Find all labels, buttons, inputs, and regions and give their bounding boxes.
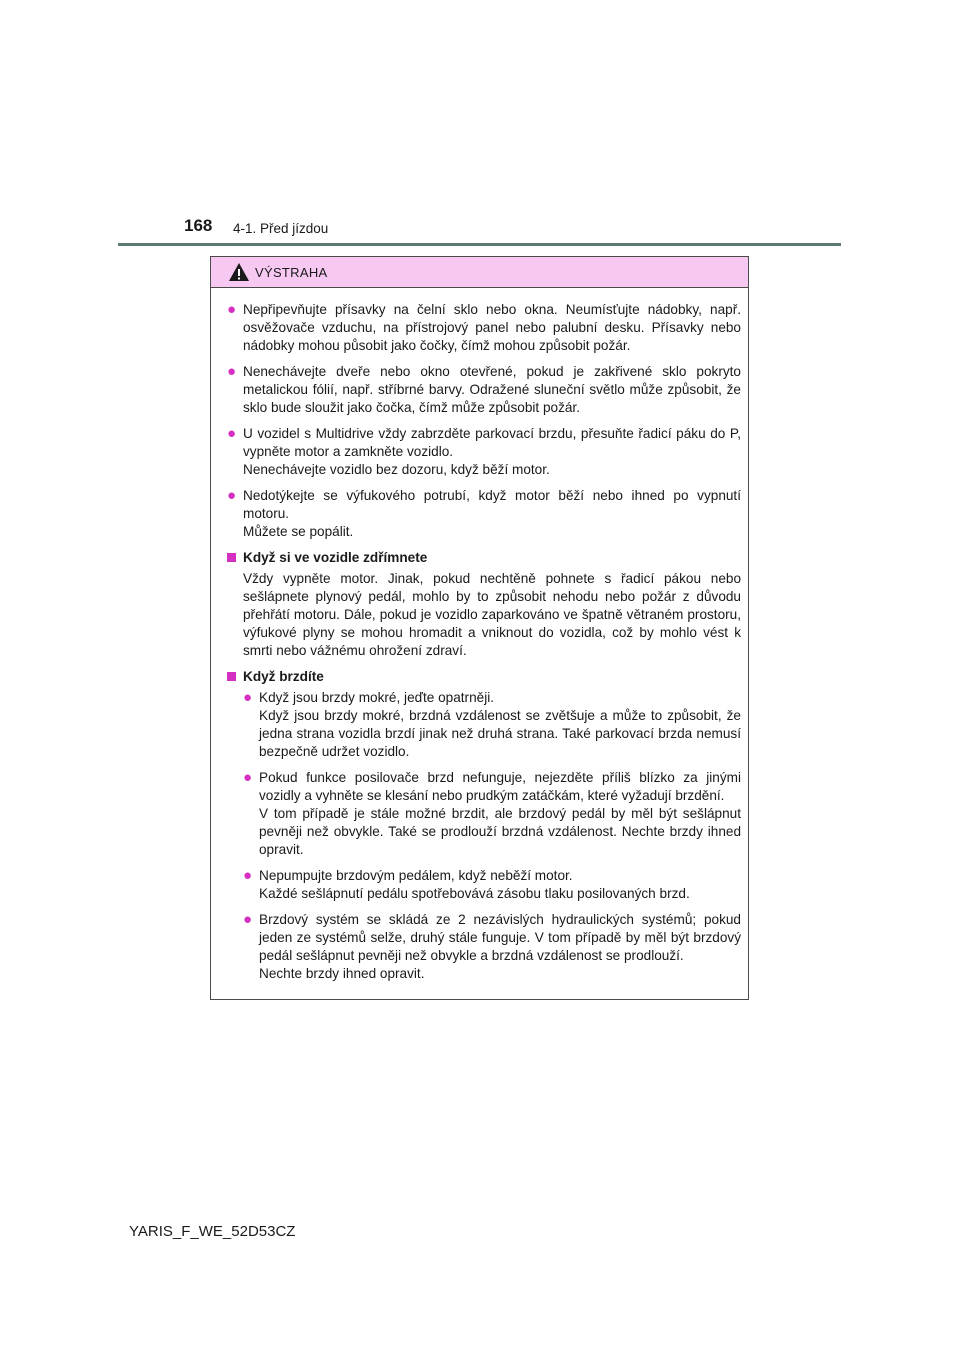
page-number: 168 [184, 216, 213, 235]
warning-title: VÝSTRAHA [255, 264, 328, 280]
bullet-text: Brzdový systém se skládá ze 2 nezávislých hydraulických systémů; pokud jeden ze systémů selže, druhý stále funguje. V tom případě by měl být brzdový pedál sešlápnut pevněji než obvykle a brzdná vzdálenost se prodlouží. [259, 912, 741, 963]
section-title: 4-1. Před jízdou [233, 221, 329, 236]
warning-bullet [227, 425, 741, 479]
brake-bullet [243, 867, 741, 903]
warning-body [211, 288, 748, 983]
bullet-text: V tom případě je stále možné brzdit, ale brzdový pedál by měl být sešlápnut pevněji než obvykle. Také se prodlouží brzdná vzdálenost. Nechte brzdy ihned opravit. [259, 806, 741, 857]
bullet-icon: ● [243, 689, 253, 706]
brake-bullet [243, 689, 741, 761]
section-paragraph: Vždy vypněte motor. Jinak, pokud nechtěně pohnete s řadicí pákou nebo sešlápnete plynový pedál, mohlo by to způsobit nehodu nebo požár z důvodu přehřátí motoru. Dále, pokud je vozidlo zaparkováno ve špatně větraném prostoru, výfukové plyny se mohou hromadit a vniknout do vozidla, což by mohlo vést k smrti nebo vážnému ohrožení zdraví. [243, 571, 741, 658]
section-heading [227, 549, 741, 567]
bullet-icon: ● [243, 911, 253, 928]
bullet-text: U vozidel s Multidrive vždy zabrzděte parkovací brzdu, přesuňte řadicí páku do P, vypněte motor a zamkněte vozidlo. [243, 426, 741, 459]
bullet-icon: ● [243, 769, 253, 786]
bullet-icon: ● [227, 301, 237, 318]
bullet-text: Nedotýkejte se výfukového potrubí, když motor běží nebo ihned po vypnutí motoru. [243, 488, 741, 521]
square-bullet-icon [227, 549, 243, 567]
brake-bullet [243, 911, 741, 983]
warning-box [210, 256, 749, 1000]
header-divider [118, 243, 841, 246]
bullet-text: Nenechávejte vozidlo bez dozoru, když běží motor. [243, 462, 550, 477]
warning-triangle-icon [228, 262, 250, 282]
bullet-icon: ● [227, 487, 237, 504]
bullet-icon: ● [227, 425, 237, 442]
warning-bullet [227, 363, 741, 417]
document-code: YARIS_F_WE_52D53CZ [129, 1223, 296, 1240]
section-heading-text: Když si ve vozidle zdřímnete [243, 550, 428, 565]
section-heading-text: Když brzdíte [243, 669, 324, 684]
bullet-text: Nepřipevňujte přísavky na čelní sklo nebo okna. Neumísťujte nádobky, např. osvěžovače vzduchu, na přístrojový panel nebo palubní desku. Přísavky nebo nádobky mohou působit jako čočky, čímž mohou způsobit požár. [243, 302, 741, 353]
bullet-text: Pokud funkce posilovače brzd nefunguje, nejezděte příliš blízko za jinými vozidly a vyhněte se klesání nebo prudkým zatáčkám, které vyžadují brzdění. [259, 770, 741, 803]
bullet-text: Když jsou brzdy mokré, jeďte opatrněji. [259, 690, 495, 705]
bullet-text: Nechte brzdy ihned opravit. [259, 966, 425, 981]
bullet-text: Každé sešlápnutí pedálu spotřebovává zásobu tlaku posilovaných brzd. [259, 886, 690, 901]
bullet-text: Když jsou brzdy mokré, brzdná vzdálenost se zvětšuje a může to způsobit, že jedna strana vozidla brzdí jinak než druhá strana. Také parkovací brzda nemusí bezpečně udržet vozidlo. [259, 708, 741, 759]
section-heading [227, 668, 741, 686]
bullet-text: Můžete se popálit. [243, 524, 354, 539]
warning-bullet [227, 301, 741, 355]
warning-header [211, 257, 748, 288]
bullet-text: Nenechávejte dveře nebo okno otevřené, pokud je zakřivené sklo pokryto metalickou fólií, např. stříbrné barvy. Odražené sluneční světlo může způsobit, že sklo bude sloužit jako čočka, čímž může způsobit požár. [243, 364, 741, 415]
bullet-icon: ● [227, 363, 237, 380]
warning-bullet [227, 487, 741, 541]
brake-bullet [243, 769, 741, 859]
bullet-text: Nepumpujte brzdovým pedálem, když neběží motor. [259, 868, 573, 883]
bullet-icon: ● [243, 867, 253, 884]
square-bullet-icon [227, 668, 243, 686]
